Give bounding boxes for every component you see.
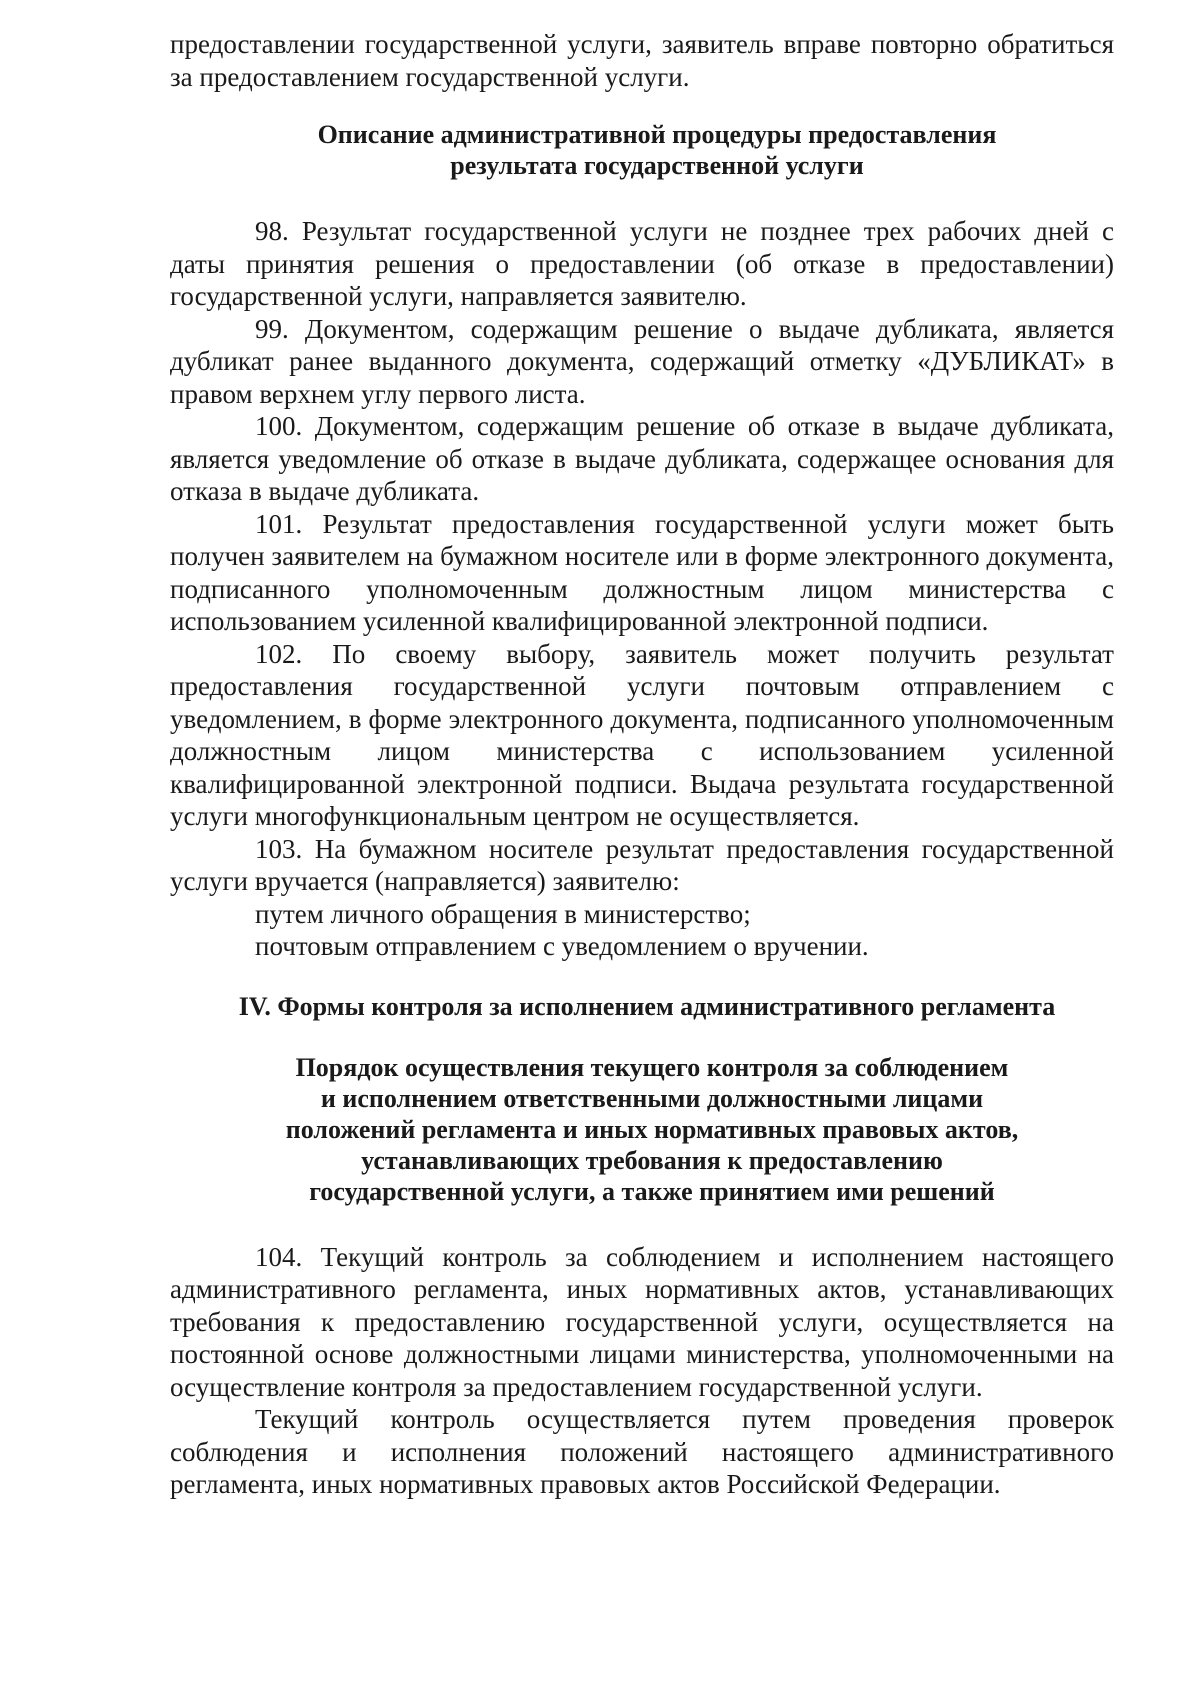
paragraph-102: 102. По своему выбору, заявитель может получить результат предоставления государственной услуги почтовым отправлением с уведомлением, в форме электронного документа, подписанного уполномоченным должностным лицом министерства с использованием усиленной квалифицированной электронной подписи. Выдача результата государственной услуги многофункциональным центром не осуществляется. [170,638,1114,831]
section-iv-subheading-line: государственной услуги, а также принятием ими решений [309,1176,995,1206]
section-result-body [170,215,1114,963]
paragraph-103: 103. На бумажном носителе результат предоставления государственной услуги вручается (направляется) заявителю: [170,833,1114,896]
section-iv-subheading-line: и исполнением ответственными должностными лицами [320,1083,984,1113]
section-iv-body [170,1241,1114,1501]
list-item: почтовым отправлением с уведомлением о вручении. [255,931,869,961]
intro-paragraph: предоставлении государственной услуги, заявитель вправе повторно обратиться за предоставлением государственной услуги. [170,29,1114,92]
list-item: путем личного обращения в министерство; [255,898,751,929]
section-result-heading [200,119,1114,181]
section-iv-subheading-line: устанавливающих требования к предоставлению [361,1145,943,1175]
paragraph-104: 104. Текущий контроль за соблюдением и исполнением настоящего административного регламента, иных нормативных актов, устанавливающих требования к предоставлению государственной услуги, осуществляется на постоянной основе должностными лицами министерства, уполномоченными на осуществление контроля за предоставлением государственной услуги. [170,1241,1114,1402]
section-iv-subheading-line: положений регламента и иных нормативных правовых актов, [285,1114,1019,1144]
document-page [170,28,1114,1501]
section-iv-subheading [190,1052,1114,1207]
paragraph-98: 98. Результат государственной услуги не позднее трех рабочих дней с даты принятия решения о предоставлении (об отказе в предоставлении) государственной услуги, направляется заявителю. [170,216,1114,311]
section-iv-subheading-line: Порядок осуществления текущего контроля за соблюдением [295,1052,1009,1082]
paragraph-current-control: Текущий контроль осуществляется путем проведения проверок соблюдения и исполнения положений настоящего административного регламента, иных нормативных правовых актов Российской Федерации. [170,1404,1114,1499]
section-result-heading-line: результата государственной услуги [450,151,864,180]
section-iv-title: IV. Формы контроля за исполнением административного регламента [238,991,1056,1021]
paragraph-101: 101. Результат предоставления государственной услуги может быть получен заявителем на бумажном носителе или в форме электронного документа, подписанного уполномоченным должностным лицом министерства с использованием усиленной квалифицированной электронной подписи. [170,508,1114,636]
paragraph-99: 99. Документом, содержащим решение о выдаче дубликата, является дубликат ранее выданного документа, содержащий отметку «ДУБЛИКАТ» в правом верхнем углу первого листа. [170,313,1114,409]
paragraph-100: 100. Документом, содержащим решение об отказе в выдаче дубликата, является уведомление об отказе в выдаче дубликата, содержащее основания для отказа в выдаче дубликата. [170,411,1114,506]
section-result-heading-line: Описание административной процедуры предоставления [317,120,997,149]
